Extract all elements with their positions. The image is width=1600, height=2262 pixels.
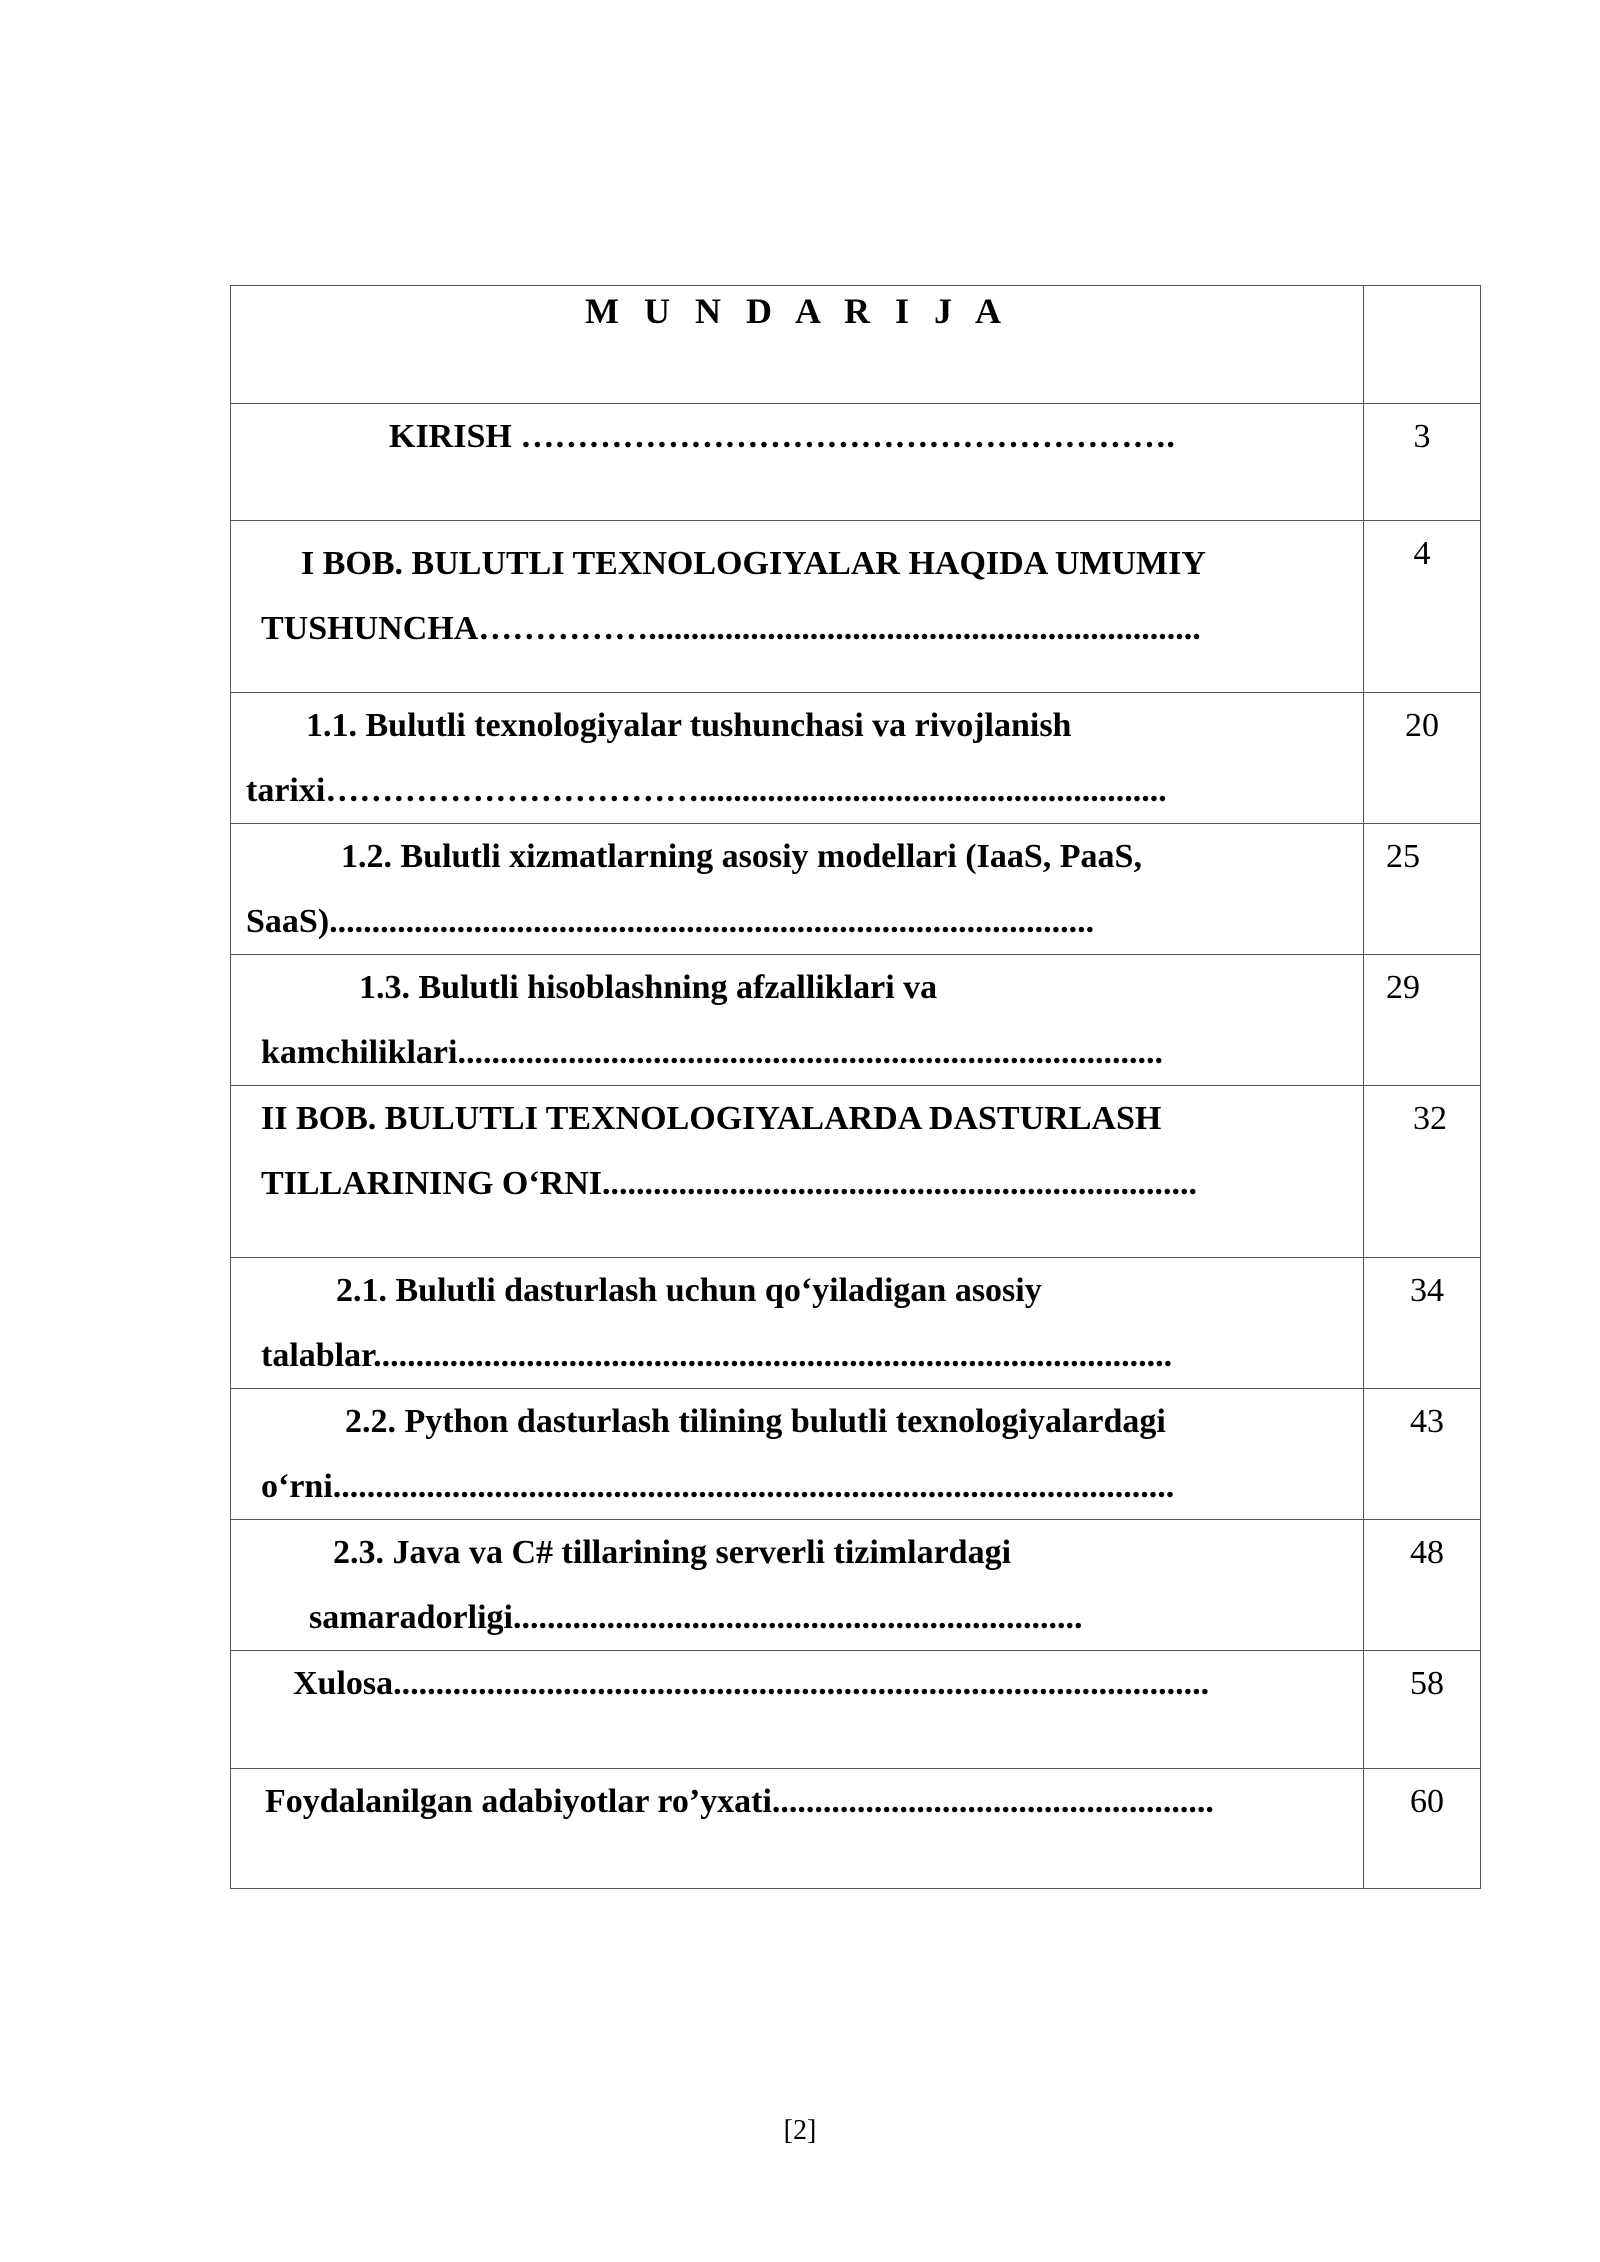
toc-entry-line: samaradorligi...................................................................: [309, 1599, 1083, 1636]
toc-entry-line: 2.2. Python dasturlash tilining bulutli texnologiyalardagi: [345, 1403, 1166, 1440]
toc-entry-line: 1.1. Bulutli texnologiyalar tushunchasi va rivojlanish: [306, 707, 1072, 744]
toc-entry: [231, 1086, 1364, 1258]
toc-entry: [231, 824, 1364, 955]
toc-entry-line: Xulosa................................................................................................: [293, 1665, 1210, 1702]
toc-entry: [231, 521, 1364, 693]
toc-entry-line: I BOB. BULUTLI TEXNOLOGIYALAR HAQIDA UMUMIY: [301, 545, 1206, 582]
toc-row: [231, 1258, 1481, 1389]
toc-entry: [231, 955, 1364, 1086]
toc-page-number: 20: [1364, 693, 1481, 824]
table-of-contents: [230, 285, 1481, 1889]
toc-row: [231, 1086, 1481, 1258]
toc-entry: [231, 1769, 1364, 1889]
toc-entry-line: KIRISH ………………………………………………….: [389, 418, 1175, 455]
toc-row: [231, 1520, 1481, 1651]
toc-entry-line: tarixi…………………………….......................................................: [246, 772, 1167, 809]
toc-page-number: 43: [1364, 1389, 1481, 1520]
toc-entry-line: TILLARINING O‘RNI......................................................................: [261, 1165, 1197, 1202]
toc-entry-line: o‘rni...................................................................................................: [261, 1468, 1175, 1505]
toc-entry: [231, 693, 1364, 824]
toc-row: [231, 521, 1481, 693]
toc-row: [231, 1651, 1481, 1769]
toc-entry-line: 2.3. Java va C# tillarining serverli tizimlardagi: [333, 1534, 1012, 1571]
page-number-footer: [2]: [783, 2115, 817, 2146]
toc-page-number: 60: [1364, 1769, 1481, 1889]
toc-entry-line: TUSHUNCHA…………….................................................................: [261, 610, 1201, 647]
toc-page-number: 32: [1364, 1086, 1481, 1258]
toc-entry: [231, 1258, 1364, 1389]
toc-entry-line: Foydalanilgan adabiyotlar ro’yxati....................................................: [265, 1783, 1214, 1820]
toc-entry-line: talablar..............................................................................................: [261, 1337, 1173, 1374]
toc-row: [231, 404, 1481, 521]
toc-title-page-cell: [1364, 286, 1481, 404]
toc-entry: [231, 404, 1364, 521]
toc-row: [231, 1769, 1481, 1889]
toc-entry-line: II BOB. BULUTLI TEXNOLOGIYALARDA DASTURLASH: [261, 1100, 1162, 1137]
toc-row: [231, 693, 1481, 824]
toc-page-number: 29: [1364, 955, 1481, 1086]
toc-entry: [231, 1520, 1364, 1651]
toc-page-number: 25: [1364, 824, 1481, 955]
toc-title: M U N D A R I J A: [231, 286, 1364, 404]
toc-row: [231, 1389, 1481, 1520]
toc-page-number: 48: [1364, 1520, 1481, 1651]
toc-entry-line: kamchiliklari...................................................................................: [261, 1034, 1163, 1071]
toc-entry-line: 1.3. Bulutli hisoblashning afzalliklari va: [359, 969, 938, 1006]
toc-entry-line: SaaS)..........................................................................................: [246, 903, 1095, 940]
toc-row: [231, 824, 1481, 955]
toc-page-number: 34: [1364, 1258, 1481, 1389]
toc-entry-line: 1.2. Bulutli xizmatlarning asosiy modellari (IaaS, PaaS,: [341, 838, 1142, 875]
toc-entry: [231, 1651, 1364, 1769]
toc-entry-line: 2.1. Bulutli dasturlash uchun qo‘yiladigan asosiy: [336, 1272, 1042, 1309]
toc-title-row: [231, 286, 1481, 404]
toc-page-number: 58: [1364, 1651, 1481, 1769]
toc-page-number: 3: [1364, 404, 1481, 521]
toc-page-number: 4: [1364, 521, 1481, 693]
toc-entry: [231, 1389, 1364, 1520]
toc-row: [231, 955, 1481, 1086]
